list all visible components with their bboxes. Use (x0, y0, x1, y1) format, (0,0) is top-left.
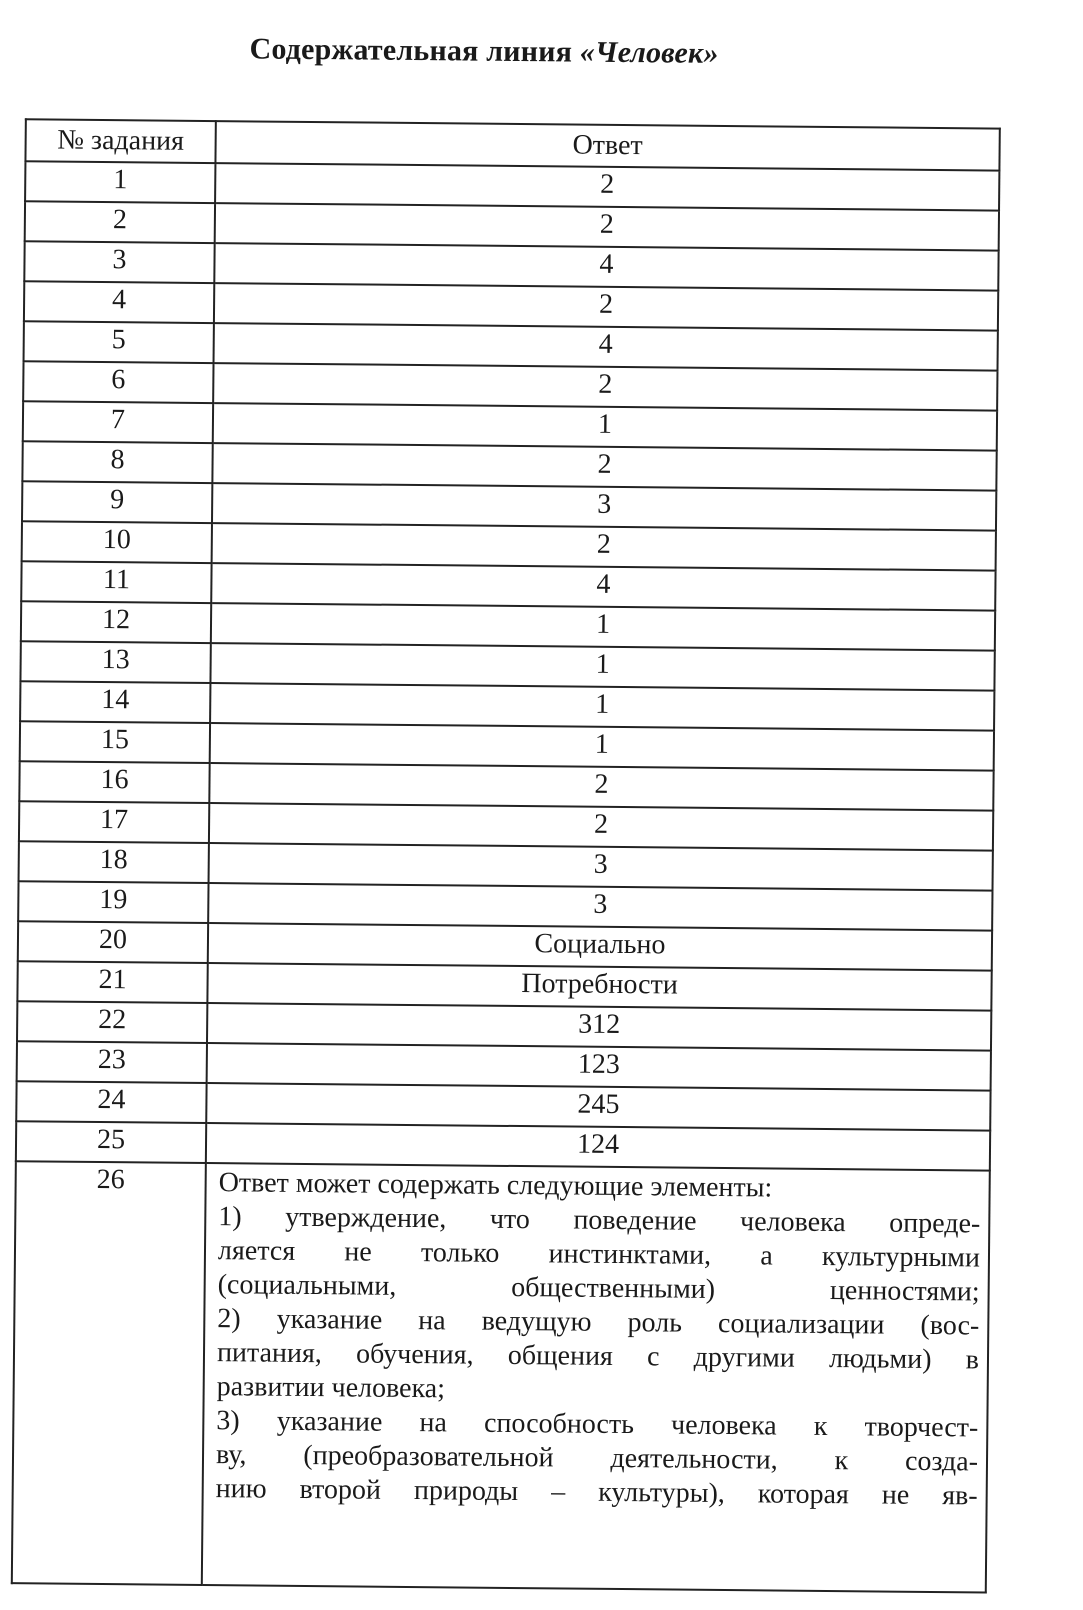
task-number: 16 (19, 761, 209, 803)
answer-line: (социальными, общественными) ценностями; (217, 1269, 980, 1308)
answers-table (11, 118, 1001, 1593)
task-answer: 2 (209, 763, 993, 811)
task-number: 2 (25, 201, 215, 243)
task-answer: 2 (214, 283, 998, 331)
answer-line: развитии человека; (216, 1371, 446, 1405)
task-number: 8 (22, 441, 212, 483)
header-answer: Ответ (215, 121, 999, 171)
task-answer: 1 (210, 643, 994, 691)
task-answer: 2 (215, 163, 999, 211)
task-number: 18 (19, 841, 209, 883)
task-number: 13 (20, 641, 210, 683)
task-answer: 1 (213, 403, 997, 451)
task-answer: 3 (212, 483, 996, 531)
title-emphasis: «Человек» (579, 35, 719, 70)
task-answer: 4 (214, 323, 998, 371)
task-number: 4 (24, 281, 214, 323)
task-answer: 123 (207, 1043, 991, 1091)
task-number: 17 (19, 801, 209, 843)
task-number: 26 (12, 1161, 206, 1585)
task-answer: 1 (210, 723, 994, 771)
page-title (249, 32, 718, 71)
answer-line: ляется не только инстинктами, а культурными (217, 1235, 981, 1274)
answer-line: 1) утверждение, что поведение человека опреде- (218, 1201, 981, 1240)
task-answer: Социально (208, 923, 992, 971)
task-number: 25 (16, 1121, 206, 1163)
task-number: 12 (21, 601, 211, 643)
task-answer: 2 (215, 203, 999, 251)
task-answer: 245 (206, 1083, 990, 1131)
answer-line: ву, (преобразовательной деятельности, к созда- (215, 1439, 979, 1478)
task-number: 5 (24, 321, 214, 363)
answer-line: Ответ может содержать следующие элементы: (218, 1167, 773, 1204)
task-number: 22 (17, 1001, 207, 1043)
task-answer: 312 (207, 1003, 991, 1051)
task-answer: 124 (206, 1123, 990, 1171)
answer-line: нию второй природы – культуры), которая не яв- (215, 1473, 978, 1512)
task-number: 9 (22, 481, 212, 523)
task-number: 1 (25, 161, 215, 203)
task-number: 10 (22, 521, 212, 563)
task-answer: 2 (212, 523, 996, 571)
task-answer-long (202, 1163, 990, 1593)
task-answer: 4 (214, 243, 998, 291)
task-number: 23 (17, 1041, 207, 1083)
task-number: 20 (18, 921, 208, 963)
task-number: 15 (20, 721, 210, 763)
task-number: 24 (16, 1081, 206, 1123)
table-body (12, 161, 1000, 1592)
task-number: 19 (18, 881, 208, 923)
task-answer: 2 (212, 443, 996, 491)
task-number: 21 (17, 961, 207, 1003)
task-answer: 1 (210, 683, 994, 731)
task-answer: Потребности (207, 963, 991, 1011)
title-prefix: Содержательная линия (249, 32, 581, 69)
task-answer: 3 (209, 843, 993, 891)
task-number: 11 (21, 561, 211, 603)
task-answer: 3 (208, 883, 992, 931)
answer-line: 3) указание на способность человека к творчест- (216, 1405, 979, 1444)
table-row-last (12, 1161, 990, 1592)
answer-line: питания, обучения, общения с другими людьми) в (216, 1337, 980, 1376)
task-answer: 2 (209, 803, 993, 851)
task-number: 14 (20, 681, 210, 723)
task-number: 6 (23, 361, 213, 403)
answer-line: 2) указание на ведущую роль социализации (вос- (217, 1303, 980, 1342)
task-number: 3 (24, 241, 214, 283)
task-number: 7 (23, 401, 213, 443)
task-answer: 2 (213, 363, 997, 411)
header-task-number: № задания (25, 119, 215, 163)
task-answer: 4 (211, 563, 995, 611)
task-answer: 1 (211, 603, 995, 651)
